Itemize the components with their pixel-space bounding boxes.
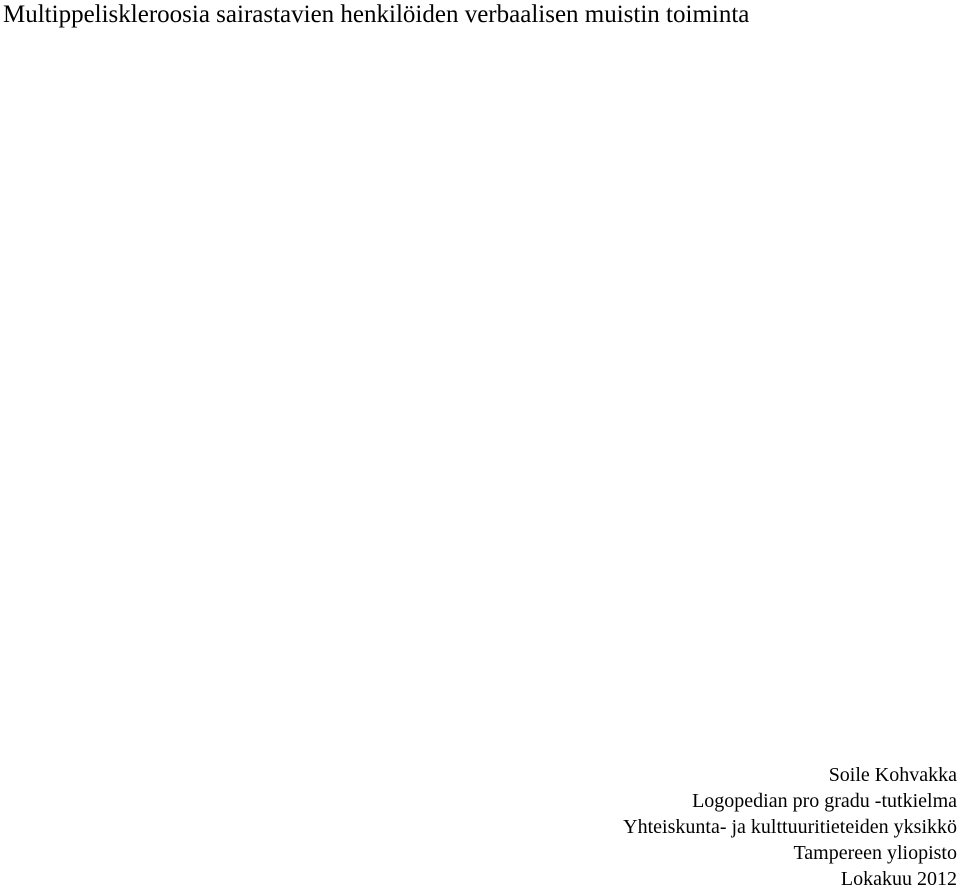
- thesis-title: Multippeliskleroosia sairastavien henkilöiden verbaalisen muistin toiminta: [3, 1, 750, 28]
- author-info-block: [623, 762, 957, 892]
- thesis-type: Logopedian pro gradu -tutkielma: [692, 790, 957, 812]
- university-name: Tampereen yliopisto: [793, 842, 957, 864]
- faculty-unit: Yhteiskunta- ja kulttuuritieteiden yksikkö: [623, 816, 957, 838]
- author-name: Soile Kohvakka: [828, 764, 957, 786]
- publication-date: Lokakuu 2012: [840, 868, 957, 890]
